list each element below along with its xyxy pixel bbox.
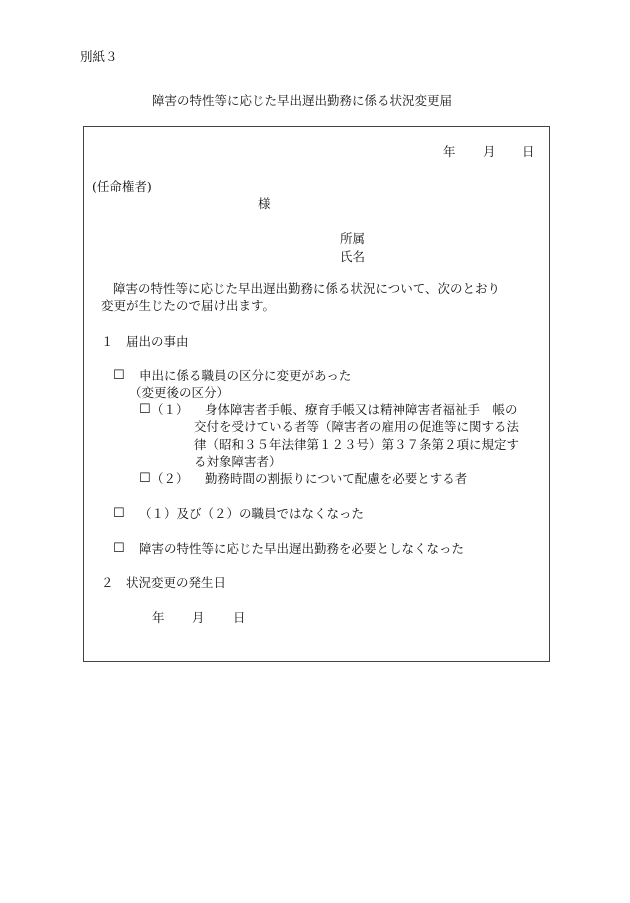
occurrence-month: 月 <box>192 610 205 625</box>
appointing-authority: (任命権者) <box>92 179 152 194</box>
affiliation-label: 所属 <box>340 231 366 246</box>
item-2-text: 勤務時間の割振りについて配慮を必要とする者 <box>205 471 468 486</box>
item-1-line-3: 律（昭和３５年法律第１２３号）第３７条第２項に規定す <box>194 437 520 452</box>
checkbox-option-c[interactable]: ☐ <box>113 541 125 556</box>
honorific: 様 <box>258 196 271 211</box>
date-month: 月 <box>483 144 496 159</box>
item-1-line-1: 身体障害者手帳、療育手帳又は精神障害者福祉手 帳の <box>205 402 518 417</box>
option-a-label: 申出に係る職員の区分に変更があった <box>139 368 352 383</box>
item-2-number: （２） <box>151 471 189 486</box>
occurrence-year: 年 <box>152 610 165 625</box>
document-title: 障害の特性等に応じた早出遅出勤務に係る状況変更届 <box>152 93 453 108</box>
option-a-subheading: （変更後の区分） <box>129 385 230 400</box>
section1-heading: １ 届出の事由 <box>101 334 189 349</box>
checkbox-item-2[interactable]: ☐ <box>139 471 151 486</box>
intro-line-1: 障害の特性等に応じた早出遅出勤務に係る状況について、次のとおり <box>113 281 501 296</box>
occurrence-day: 日 <box>233 610 246 625</box>
item-1-line-4: る対象障害者） <box>194 454 282 469</box>
attachment-label: 別紙３ <box>80 49 118 64</box>
checkbox-option-b[interactable]: ☐ <box>113 506 125 521</box>
item-1-number: （１） <box>151 402 189 417</box>
date-day: 日 <box>522 144 535 159</box>
section2-heading: ２ 状況変更の発生日 <box>101 575 227 590</box>
name-label: 氏名 <box>340 249 366 264</box>
item-1-line-2: 交付を受けている者等（障害者の雇用の促進等に関する法 <box>194 419 520 434</box>
date-year: 年 <box>443 144 456 159</box>
checkbox-item-1[interactable]: ☐ <box>139 402 151 417</box>
checkbox-option-a[interactable]: ☐ <box>113 368 125 383</box>
option-c-label: 障害の特性等に応じた早出遅出勤務を必要としなくなった <box>139 541 465 556</box>
option-b-label: （１）及び（２）の職員ではなくなった <box>139 506 365 521</box>
intro-line-2: 変更が生じたので届け出ます。 <box>101 298 276 313</box>
